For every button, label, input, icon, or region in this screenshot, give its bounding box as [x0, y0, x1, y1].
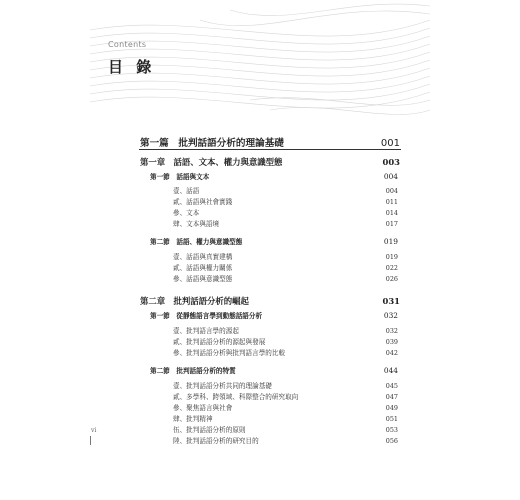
- folio-mark: [90, 436, 91, 445]
- item-title: 參、批判話語分析與批判語言學的比較: [173, 349, 286, 357]
- toc-item[interactable]: [173, 207, 398, 217]
- toc-item[interactable]: [173, 413, 398, 423]
- item-title: 壹、話語與真實建構: [173, 253, 233, 261]
- item-title: 貳、批判話語分析的源起與發展: [173, 338, 266, 346]
- section-title: 第一節 話語與文本: [150, 173, 210, 181]
- toc-item[interactable]: [173, 262, 398, 272]
- toc-item[interactable]: [173, 391, 398, 401]
- page-number: 039: [385, 338, 398, 346]
- toc-part-1[interactable]: [140, 135, 400, 149]
- contents-english-heading: Contents: [108, 40, 147, 49]
- page-number: 022: [385, 264, 398, 272]
- page-number: 004: [383, 172, 398, 181]
- toc-section-1-1[interactable]: [150, 171, 398, 181]
- item-title: 肆、批判精神: [173, 415, 213, 423]
- page-number: 042: [385, 349, 398, 357]
- page-number: 019: [385, 253, 398, 261]
- item-title: 貳、話語與權力關係: [173, 264, 233, 272]
- toc-chapter-1[interactable]: [140, 156, 400, 168]
- toc-item[interactable]: [173, 347, 398, 357]
- page-number: 044: [383, 366, 398, 375]
- toc-chapter-2[interactable]: [140, 295, 400, 307]
- toc-item[interactable]: [173, 402, 398, 412]
- item-title: 貳、多學科、跨領域、科際整合的研究取向: [173, 393, 299, 401]
- toc-section-1-2[interactable]: [150, 236, 398, 246]
- page-number: 017: [385, 220, 398, 228]
- page-number: 045: [385, 382, 398, 390]
- divider: [139, 149, 401, 150]
- page-number: 049: [385, 404, 398, 412]
- page-number: 032: [385, 327, 398, 335]
- toc-item[interactable]: [173, 185, 398, 195]
- item-title: 伍、批判話語分析的原則: [173, 426, 246, 434]
- toc-item[interactable]: [173, 380, 398, 390]
- section-title: 第二節 話語、權力與意識型態: [150, 238, 243, 246]
- part-title: 第一篇 批判話語分析的理論基礎: [140, 138, 284, 149]
- contents-chinese-heading: 目 錄: [108, 58, 156, 76]
- page-number: 053: [385, 426, 398, 434]
- page-number: 019: [383, 237, 398, 246]
- section-title: 第二節 批判話語分析的特質: [150, 367, 236, 375]
- page-number: 003: [382, 157, 400, 167]
- item-title: 壹、話語: [173, 187, 200, 195]
- toc-section-2-2[interactable]: [150, 365, 398, 375]
- toc-item[interactable]: [173, 435, 398, 445]
- toc-item[interactable]: [173, 273, 398, 283]
- page-folio: vi: [91, 427, 97, 434]
- toc-item[interactable]: [173, 251, 398, 261]
- page-number: 011: [385, 198, 398, 206]
- toc-item[interactable]: [173, 218, 398, 228]
- item-title: 壹、批判語言學的源起: [173, 327, 239, 335]
- page-number: 056: [385, 437, 398, 445]
- page-number: 031: [382, 296, 400, 306]
- item-title: 壹、批判話語分析共同的理論基礎: [173, 382, 272, 390]
- page-number: 047: [385, 393, 398, 401]
- chapter-title: 第一章 話語、文本、權力與意識型態: [140, 157, 283, 167]
- page-number: 001: [380, 138, 400, 149]
- toc-item[interactable]: [173, 424, 398, 434]
- item-title: 肆、文本與語境: [173, 220, 220, 228]
- page-number: 032: [383, 311, 398, 320]
- page-number: 004: [385, 187, 398, 195]
- toc-item[interactable]: [173, 196, 398, 206]
- item-title: 參、聚焦語言與社會: [173, 404, 233, 412]
- toc-item[interactable]: [173, 336, 398, 346]
- toc-section-2-1[interactable]: [150, 310, 398, 320]
- section-title: 第一節 從靜態語言學到動態話語分析: [150, 312, 263, 320]
- page-number: 026: [385, 275, 398, 283]
- item-title: 參、文本: [173, 209, 200, 217]
- page-number: 014: [385, 209, 398, 217]
- toc-item[interactable]: [173, 325, 398, 335]
- item-title: 參、話語與意識型態: [173, 275, 233, 283]
- chapter-title: 第二章 批判話語分析的崛起: [140, 296, 249, 306]
- item-title: 陸、批判話語分析的研究目的: [173, 437, 259, 445]
- page-number: 051: [385, 415, 398, 423]
- item-title: 貳、話語與社會實踐: [173, 198, 233, 206]
